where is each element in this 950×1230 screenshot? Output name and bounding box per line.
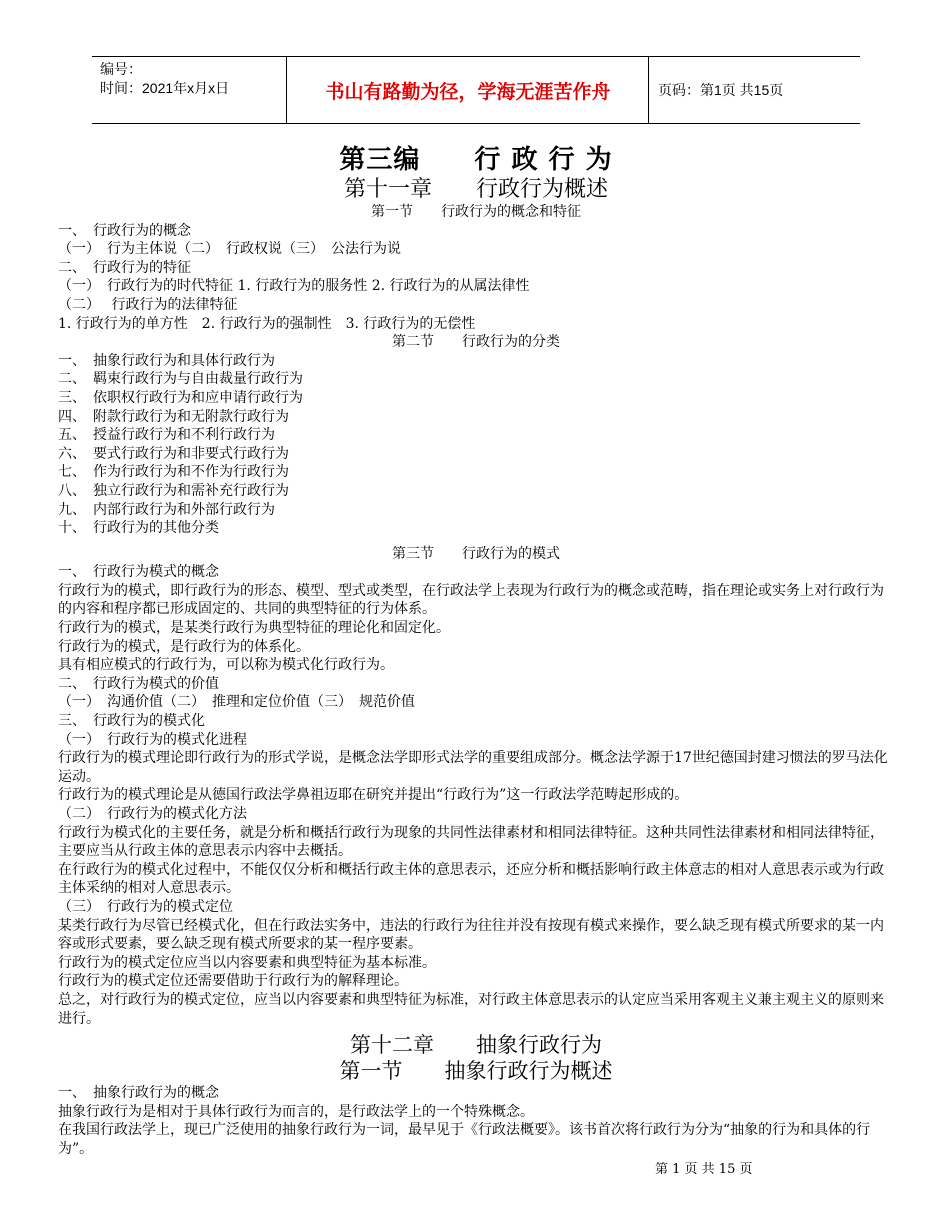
number-label: 编号： [100,61,142,77]
list-item: 四、 附款行政行为和无附款行政行为 [58,408,289,425]
text-line: 行政行为的模式理论是从德国行政法学鼻祖迈耶在研究并提出“行政行为”这一行政法学范畴起形成的。 [58,787,689,804]
text-line: （一） 行政行为的模式化进程 [58,731,247,748]
header-divider [648,57,649,123]
text-line: （二） 行政行为的模式化方法 [58,806,247,822]
header-motto: 书山有路勤为径，学海无涯苦作舟 [325,80,611,103]
section-title: 第二节 行政行为的分类 [392,334,560,351]
text-line: （一） 行政行为的时代特征 1. 行政行为的服务性 2. 行政行为的从属法律性 [58,278,530,295]
chapter-title: 第十一章 行政行为概述 [343,177,608,202]
lines-c [58,563,894,1028]
text-line: （一） 沟通价值（二） 推理和定位价值（三） 规范价值 [58,694,415,711]
section-title: 第三节 行政行为的模式 [392,545,560,562]
text-line: 1. 行政行为的单方性 2. 行政行为的强制性 3. 行政行为的无偿性 [58,315,476,332]
list-item: 三、 依职权行政行为和应申请行政行为 [58,389,303,406]
text-line: （二） 行政行为的法律特征 [58,296,238,313]
text-line: 行政行为的模式，是某类行政行为典型特征的理论化和固定化。 [58,620,450,637]
text-line: （三） 行政行为的模式定位 [58,898,233,915]
text-line: （一） 行为主体说（二） 行政权说（三） 公法行为说 [58,241,401,258]
list-item: 七、 作为行政行为和不作为行政行为 [58,464,289,481]
list-item: 十、 行政行为的其他分类 [58,520,219,537]
text-line: 三、 行政行为的模式化 [58,713,205,730]
paragraph: 行政行为的模式，即行政行为的形态、模型、型式或类型，在行政法学上表现为行政行为的概念或范畴，指在理论或实务上对行政行为的内容和程序都已形成固定的、共同的典型特征的行为体系。 [58,582,884,618]
paragraph: 行政行为的模式理论即行政行为的形式学说，是概念法学即形式法学的重要组成部分。概念法学源于17世纪德国封建习惯法的罗马法化运动。 [58,750,888,785]
text-line: 行政行为的模式定位还需要借助于行政行为的解释理论。 [58,973,408,990]
chapter-title: 第十二章 抽象行政行为 [350,1033,602,1058]
list-item: 五、 授益行政行为和不利行政行为 [58,427,275,444]
time-label: 时间：2021年x月x日 [100,80,230,96]
list-item: 九、 内部行政行为和外部行政行为 [58,501,275,518]
header-meta [100,60,229,98]
text-line: 一、 行政行为模式的概念 [58,564,219,581]
lines-d [58,1084,894,1158]
list-item: 一、 抽象行政行为和具体行政行为 [58,352,275,369]
paragraph: 某类行政行为尽管已经模式化，但在行政法实务中，违法的行政行为往往并没有按现有模式来操作，要么缺乏现有模式所要求的某一内容或形式要素，要么缺乏现有模式所要求的某一程序要素。 [58,917,884,953]
paragraph: 在行政行为的模式化过程中，不能仅仅分析和概括行政主体的意思表示，还应分析和概括影响行政主体意志的相对人意思表示或为行政主体采纳的相对人意思表示。 [58,861,884,897]
text-line: 一、 抽象行政行为的概念 [58,1085,219,1102]
header-page-info: 页码：第1页 共15页 [658,82,784,98]
list-item: 八、 独立行政行为和需补充行政行为 [58,482,289,499]
part-title: 第三编 行 政 行 为 [339,145,613,175]
document-body [58,143,894,1159]
text-line: 行政行为的模式，是行政行为的体系化。 [58,638,310,655]
paragraph: 行政行为模式化的主要任务，就是分析和概括行政行为现象的共同性法律素材和相同法律特征。这种共同性法律素材和相同法律特征，主要应当从行政主体的意思表示内容中去概括。 [58,824,884,860]
document-header [92,56,860,124]
section-title: 第一节 行政行为的概念和特征 [371,204,581,220]
text-line: 一、 行政行为的概念 [58,222,191,239]
section-title: 第一节 抽象行政行为概述 [339,1059,613,1084]
page-footer: 第 1 页 共 15 页 [655,1162,753,1177]
paragraph: 在我国行政法学上，现已广泛使用的抽象行政行为一词，最早见于《行政法概要》。该书首次将行政行为分为“抽象的行为和具体的行为”。 [58,1122,871,1157]
text-line: 抽象行政行为是相对于具体行政行为而言的，是行政法学上的一个特殊概念。 [58,1103,534,1120]
lines-b [58,352,894,538]
text-line: 行政行为的模式定位应当以内容要素和典型特征为基本标准。 [58,954,436,971]
list-item: 二、 羁束行政行为与自由裁量行政行为 [58,371,303,388]
header-divider [286,57,287,123]
text-line: 具有相应模式的行政行为，可以称为模式化行政行为。 [58,657,394,674]
text-line: 二、 行政行为模式的价值 [58,675,219,692]
lines-a [58,222,894,334]
paragraph: 总之，对行政行为的模式定位，应当以内容要素和典型特征为标准，对行政主体意思表示的认定应当采用客观主义兼主观主义的原则来进行。 [58,991,884,1027]
text-line: 二、 行政行为的特征 [58,259,191,276]
list-item: 六、 要式行政行为和非要式行政行为 [58,445,289,462]
